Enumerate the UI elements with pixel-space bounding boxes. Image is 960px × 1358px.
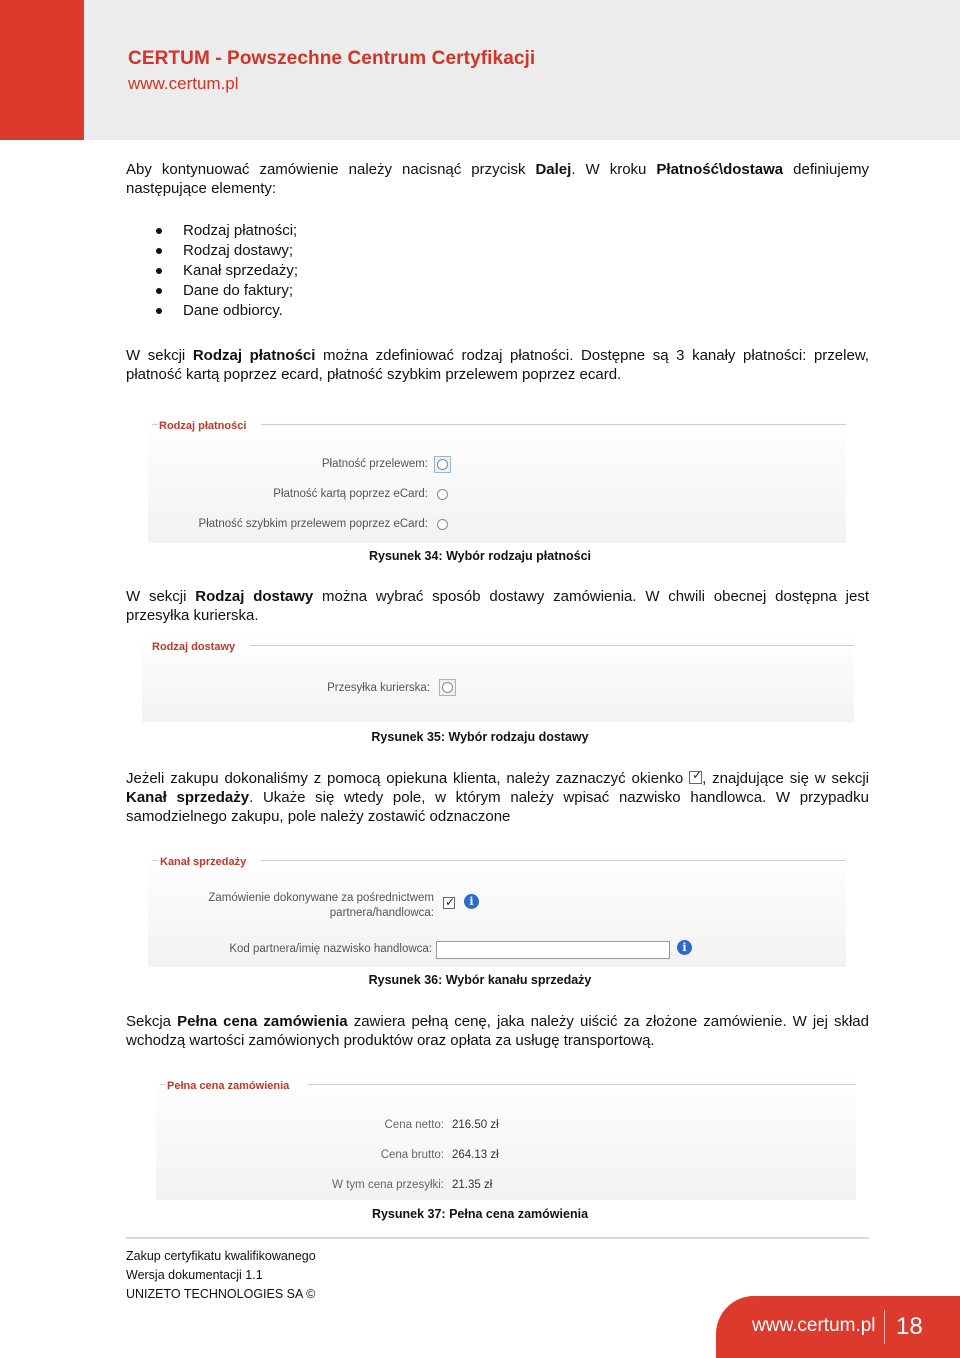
list-item: Rodzaj dostawy; [126, 241, 298, 261]
footer-version: Wersja dokumentacji 1.1 [126, 1268, 263, 1282]
option-label: Płatność kartą poprzez eCard: [273, 488, 428, 500]
price-paragraph: Sekcja Pełna cena zamówienia zawiera pełną cenę, jaka należy uiścić za złożone zamówienie. W jej skład wchodzą wartości zamówionych produktów oraz opłata za usługę transportową. [126, 1013, 869, 1049]
figure-title: Kanał sprzedaży [160, 856, 247, 868]
radio-payment-fast-transfer[interactable] [437, 519, 448, 530]
delivery-figure [142, 636, 854, 722]
list-item: Rodzaj płatności; [126, 221, 298, 241]
option-label: Przesyłka kurierska: [327, 682, 430, 694]
divider [160, 1084, 166, 1085]
payment-figure [148, 415, 846, 543]
divider [250, 645, 854, 646]
price-value: 21.35 zł [452, 1179, 493, 1191]
figure-caption: Rysunek 34: Wybór rodzaju płatności [368, 549, 592, 563]
price-label: Cena netto: [384, 1119, 444, 1131]
figure-caption: Rysunek 35: Wybór rodzaju dostawy [371, 730, 589, 744]
step-elements-list [126, 221, 298, 321]
radio-payment-card[interactable] [437, 489, 448, 500]
header-red-block [0, 0, 84, 140]
channel-figure [148, 851, 846, 967]
radio-icon [442, 682, 453, 693]
price-label: W tym cena przesyłki: [332, 1179, 444, 1191]
divider [261, 424, 846, 425]
figure-caption: Rysunek 37: Pełna cena zamówienia [371, 1207, 589, 1221]
option-label: Zamówienie dokonywane za pośrednictwem partnera/handlowca: [208, 892, 434, 919]
divider [152, 424, 158, 425]
radio-payment-transfer[interactable] [434, 456, 451, 473]
radio-icon [437, 459, 448, 470]
footer-company: UNIZETO TECHNOLOGIES SA © [126, 1287, 316, 1301]
figure-title: Rodzaj dostawy [152, 641, 236, 653]
partner-checkbox[interactable]: ✓ [445, 895, 456, 909]
page-number: 18 [896, 1313, 923, 1340]
info-icon[interactable]: i [464, 894, 479, 909]
header-title: CERTUM - Powszechne Centrum Certyfikacji [128, 48, 536, 69]
figure-caption: Rysunek 36: Wybór kanału sprzedaży [368, 973, 592, 987]
divider [152, 860, 158, 861]
header-url[interactable]: www.certum.pl [128, 74, 239, 93]
figure-title: Pełna cena zamówienia [167, 1080, 290, 1092]
footer-url[interactable]: www.certum.pl [752, 1315, 876, 1336]
figure-title: Rodzaj płatności [159, 420, 247, 432]
channel-paragraph: Jeżeli zakupu dokonaliśmy z pomocą opiekuna klienta, należy zaznaczyć okienko ✓ , znajdujące się w sekcji Kanał sprzedaży. Ukaże się wtedy pole, w którym należy wpisać nazwisko handlowca. W przypadku samodzielnego zakupu, pole należy zostawić odznaczone [126, 768, 869, 825]
checkbox-checked-icon: ✓ [689, 771, 702, 784]
radio-delivery-courier[interactable] [439, 679, 456, 696]
list-item: Dane odbiorcy. [126, 301, 298, 321]
price-label: Cena brutto: [380, 1149, 444, 1161]
divider [308, 1084, 856, 1085]
price-value: 264.13 zł [452, 1149, 499, 1161]
delivery-paragraph: W sekcji Rodzaj dostawy można wybrać sposób dostawy zamówienia. W chwili obecnej dostępna jest przesyłka kurierska. [126, 588, 869, 624]
list-item: Kanał sprzedaży; [126, 261, 298, 281]
divider [261, 860, 846, 861]
footer-divider [126, 1237, 869, 1239]
option-label: Płatność przelewem: [321, 458, 428, 470]
option-label: Kod partnera/imię nazwisko handlowca: [229, 943, 432, 955]
footer-doc-title: Zakup certyfikatu kwalifikowanego [126, 1249, 316, 1263]
price-figure [156, 1074, 856, 1200]
info-icon[interactable]: i [677, 940, 692, 955]
partner-name-input[interactable] [436, 941, 670, 959]
option-label: Płatność szybkim przelewem poprzez eCard: [198, 518, 428, 530]
price-value: 216.50 zł [452, 1119, 499, 1131]
intro-paragraph: Aby kontynuować zamówienie należy nacisnąć przycisk Dalej. W kroku Płatność\dostawa definiujemy następujące elementy: [126, 161, 870, 197]
footer-separator [884, 1310, 885, 1344]
list-item: Dane do faktury; [126, 281, 298, 301]
header-band [0, 0, 960, 140]
payment-paragraph: W sekcji Rodzaj płatności można zdefiniować rodzaj płatności. Dostępne są 3 kanały płatności: przelew, płatność kartą poprzez ecard, płatność szybkim przelewem poprzez ecard. [126, 347, 869, 383]
